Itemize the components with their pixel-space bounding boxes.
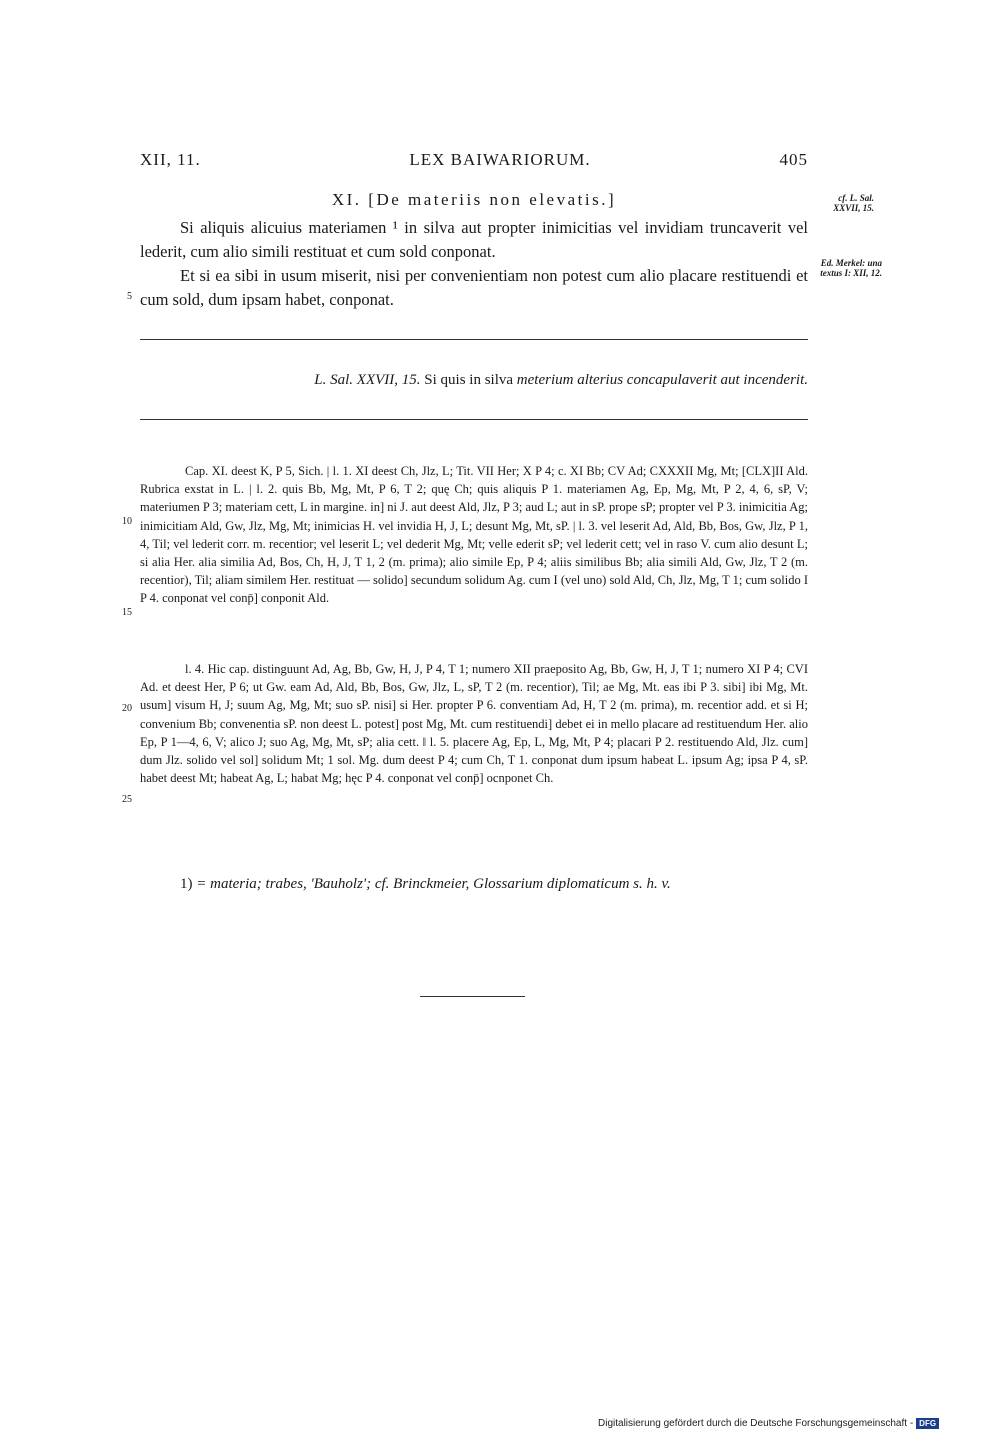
page-number: 405 [779,150,808,169]
line-number: 25 [122,794,132,805]
line-number: 15 [122,607,132,618]
salic-source: L. Sal. XXVII, 15. [314,372,421,388]
main-text-paragraph-2: Et si ea sibi in usum miserit, nisi per convenientiam non potest cum alio placare restituendi et cum sold, dum ipsam habet, conponat. [140,266,808,309]
dfg-logo-icon: DFG [916,1418,939,1429]
salic-reference [140,372,808,389]
margin-note-merkel: Ed. Merkel: una textus I: XII, 12. [820,258,882,278]
digitization-credit [598,1418,939,1429]
running-head-title: LEX BAIWARIORUM. [409,150,591,169]
margin-note-salic: cf. L. Sal. XXVII, 15. [833,193,874,213]
footnote-text: = materia; trabes, 'Bauholz'; cf. Brinckmeier, Glossarium diplomaticum s. h. v. [196,876,671,892]
line-number: 5 [127,291,132,302]
credit-text: Digitalisierung gefördert durch die Deutsche Forschungsgemeinschaft - [598,1418,914,1429]
apparatus-paragraph-1: Cap. XI. deest K, P 5, Sich. | l. 1. XI deest Ch, Jlz, L; Tit. VII Her; X P 4; c. XI Bb; CV Ad; CXXXII Mg, Mt; [CLX]II Ald. Rubrica exstat in L. | l. 2. quis Bb, Mg, Mt, P 6, T 2; quę Ch; quis aliquis P 1. materiamen Ag, Ep, Mg, Mt, P 2, 4, 6, sP, V; materiumen P 3; materiam cett, L in margine. in] ni J. aut deest Ald, Jlz, P 3; aud L; aut in sP. prope sP; propter vel P 3. inimicitia Ag; inimicitiam Ald, Gw, Jlz, Mg, Mt; inimicias H. vel invidia H, J, L; desunt Mg, Mt, sP. | l. 3. vel leserit Ad, Ald, Bb, Bos, Gw, Jlz, P 1, 4, Til; vel lederit corr. m. recentior; vel leserit L; vel dederit Mg, Mt; velle ederit sP; vel lederit cett; vel in raso V. cum alio desunt L; si alia Her. alia similia Ad, Bos, Ch, H, J, T 1, 2 (m. prima); alio simile Ep, P 4; aliis similibus Bb; alia simili Ald, Gw, Jlz, T 2 (m. recentior), Til; aliam similem Her. restituat — solido] secundum solidum Ag. cum I (vel uno) sold Ald, Ch, Jlz, Mg, T 1; cum solido I P 4. conponat vel conp̄] conponit Ald. [140,464,808,606]
line-number: 20 [122,703,132,714]
main-text-paragraph-1: Si aliquis alicuius materiamen ¹ in silva aut propter inimicitias vel invidiam truncaverit vel lederit, cum alio simili restituat et cum sold conponat. [140,218,808,261]
footnote-number: 1) [180,876,193,892]
chapter-title: XI. [De materiis non elevatis.] [331,190,617,209]
salic-text-plain: Si quis in silva [424,372,514,388]
end-rule [420,996,525,997]
running-head-section: XII, 11. [140,150,201,169]
line-number: 10 [122,516,132,527]
divider-rule [140,419,808,420]
divider-rule [140,339,808,340]
salic-text-italic: meterium alterius concapulaverit aut incenderit. [516,372,808,388]
footnote [180,876,671,893]
apparatus-paragraph-2: l. 4. Hic cap. distinguunt Ad, Ag, Bb, Gw, H, J, P 4, T 1; numero XII praeposito Ag, Bb, Gw, H, J, T 1; numero XI P 4; CVI Ad. et deest Her, P 6; ut Gw. eam Ad, Ald, Bb, Bos, Gw, Jlz, L, sP, T 2 (m. recentior), Til; ae Mg, Mt. eas ibi P 3. sibi] ibi Mg, Mt. usum] visum H, J; suum Ag, Mg, Mt; suo sP. nisi] si Her. propter P 6. conventiam Ad, H, T 2 (m. prima), m. recentior add. et si H; convenium Bb; convenentia sP. non deest L. potest] post Mg, Mt. cum restituendi] debet ei in mello placare ad restituendum Her. alio Ep, P 1—4, 6, V; alico J; suo Ag, Mg, Mt, sP; alia cett. ‖ l. 5. placere Ag, Ep, L, Mg, Mt, P 4; placari P 2. restituendo Ald, Jlz. cum] dum Jlz. solido vel sol] solidum Mt; 1 sol. Mg. dum deest P 4; cum Ch, T 1. conponat dum ipsum habeat L. ipsum Ag; ipsa P 4, sP. habet deest Mt; habeat Ag, L; habat Mg; hęc P 4. conponat vel conp̄] ocnponet Ch. [140,662,808,786]
